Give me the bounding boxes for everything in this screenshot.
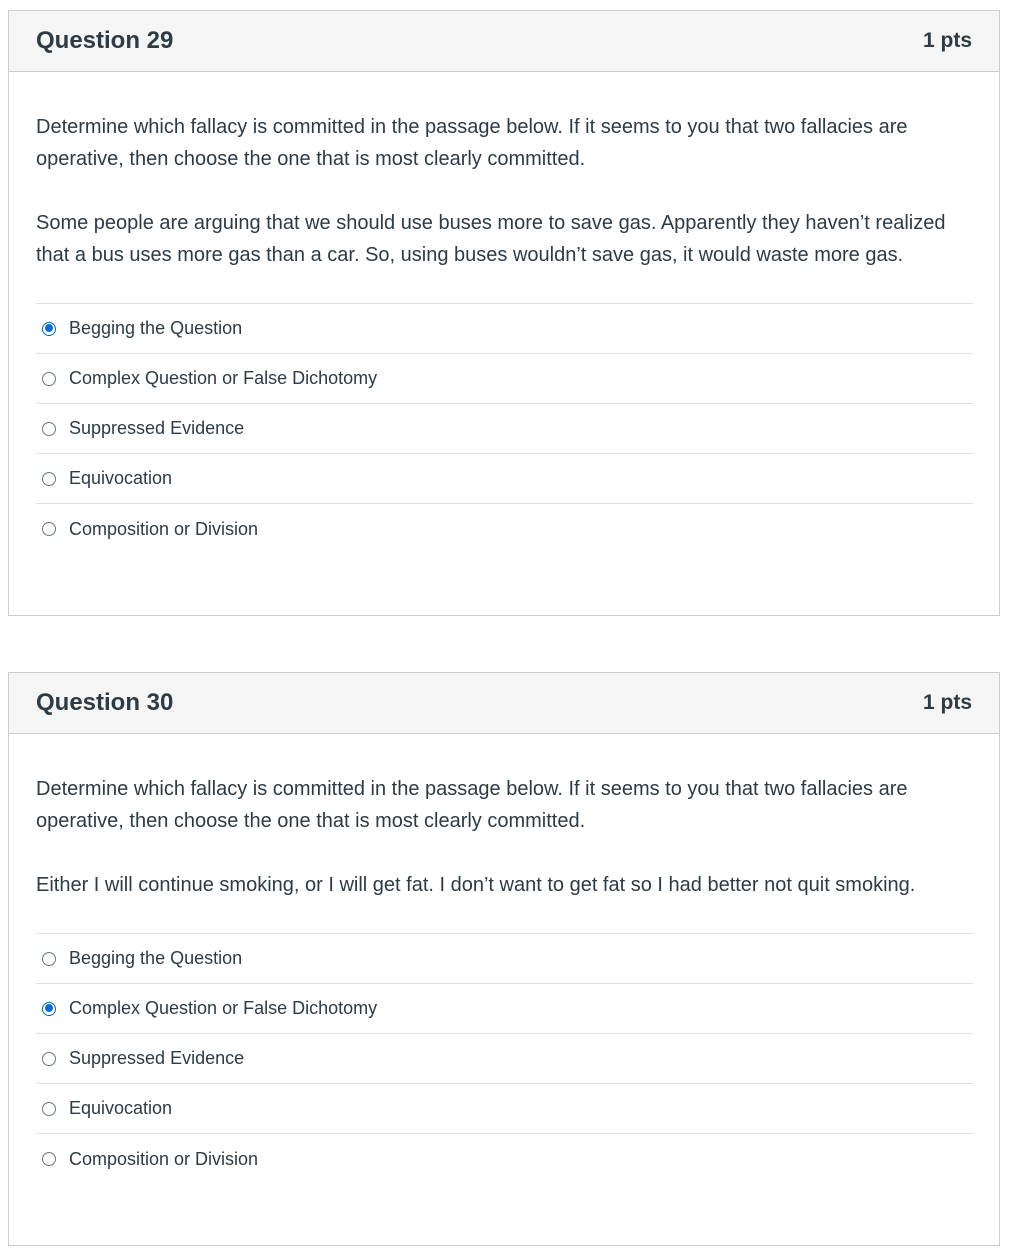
answer-label: Begging the Question bbox=[69, 318, 243, 338]
radio-icon[interactable] bbox=[42, 1052, 56, 1066]
radio-icon[interactable] bbox=[42, 1152, 56, 1166]
question-header bbox=[9, 673, 999, 734]
answer-option[interactable] bbox=[36, 984, 973, 1034]
radio-icon[interactable] bbox=[42, 952, 56, 966]
answer-option[interactable] bbox=[36, 1084, 973, 1134]
answer-label: Equivocation bbox=[69, 1098, 173, 1118]
answer-option[interactable] bbox=[36, 1034, 973, 1084]
question-title: Question 30 bbox=[36, 689, 174, 716]
question-header bbox=[9, 11, 999, 72]
question-text bbox=[36, 111, 973, 271]
question-passage: Either I will continue smoking, or I will get fat. I don’t want to get fat so I had better not quit smoking. bbox=[36, 874, 916, 896]
radio-selected-icon[interactable] bbox=[42, 322, 56, 336]
question-prompt: Determine which fallacy is committed in the passage below. If it seems to you that two fallacies are operative, then choose the one that is most clearly committed. bbox=[36, 116, 908, 170]
radio-icon[interactable] bbox=[42, 472, 56, 486]
answer-label: Complex Question or False Dichotomy bbox=[69, 368, 378, 388]
answer-option[interactable] bbox=[36, 504, 973, 554]
radio-icon[interactable] bbox=[42, 422, 56, 436]
radio-icon[interactable] bbox=[42, 522, 56, 536]
question-title: Question 29 bbox=[36, 27, 174, 54]
question-body bbox=[9, 72, 999, 554]
answer-label: Suppressed Evidence bbox=[69, 1048, 245, 1068]
answer-label: Begging the Question bbox=[69, 948, 243, 968]
radio-icon[interactable] bbox=[42, 372, 56, 386]
question-points: 1 pts bbox=[922, 29, 972, 52]
answer-label: Suppressed Evidence bbox=[69, 418, 245, 438]
answer-option[interactable] bbox=[36, 404, 973, 454]
question-prompt: Determine which fallacy is committed in the passage below. If it seems to you that two fallacies are operative, then choose the one that is most clearly committed. bbox=[36, 778, 908, 832]
answer-list bbox=[36, 933, 973, 1184]
answer-label: Composition or Division bbox=[69, 1148, 259, 1169]
question-card-30 bbox=[8, 672, 1000, 1246]
question-passage: Some people are arguing that we should use buses more to save gas. Apparently they haven’t realized that a bus uses more gas than a car. So, using buses wouldn’t save gas, it would waste more gas. bbox=[36, 212, 946, 266]
answer-label: Complex Question or False Dichotomy bbox=[69, 998, 378, 1018]
question-text bbox=[36, 773, 973, 901]
answer-option[interactable] bbox=[36, 1134, 973, 1184]
answer-list bbox=[36, 303, 973, 554]
answer-label: Equivocation bbox=[69, 468, 173, 488]
answer-option[interactable] bbox=[36, 304, 973, 354]
answer-label: Composition or Division bbox=[69, 518, 259, 539]
answer-option[interactable] bbox=[36, 354, 973, 404]
radio-icon[interactable] bbox=[42, 1102, 56, 1116]
question-card-29 bbox=[8, 10, 1000, 616]
answer-option[interactable] bbox=[36, 454, 973, 504]
question-points: 1 pts bbox=[922, 691, 972, 714]
question-body bbox=[9, 734, 999, 1184]
radio-selected-icon[interactable] bbox=[42, 1002, 56, 1016]
answer-option[interactable] bbox=[36, 934, 973, 984]
